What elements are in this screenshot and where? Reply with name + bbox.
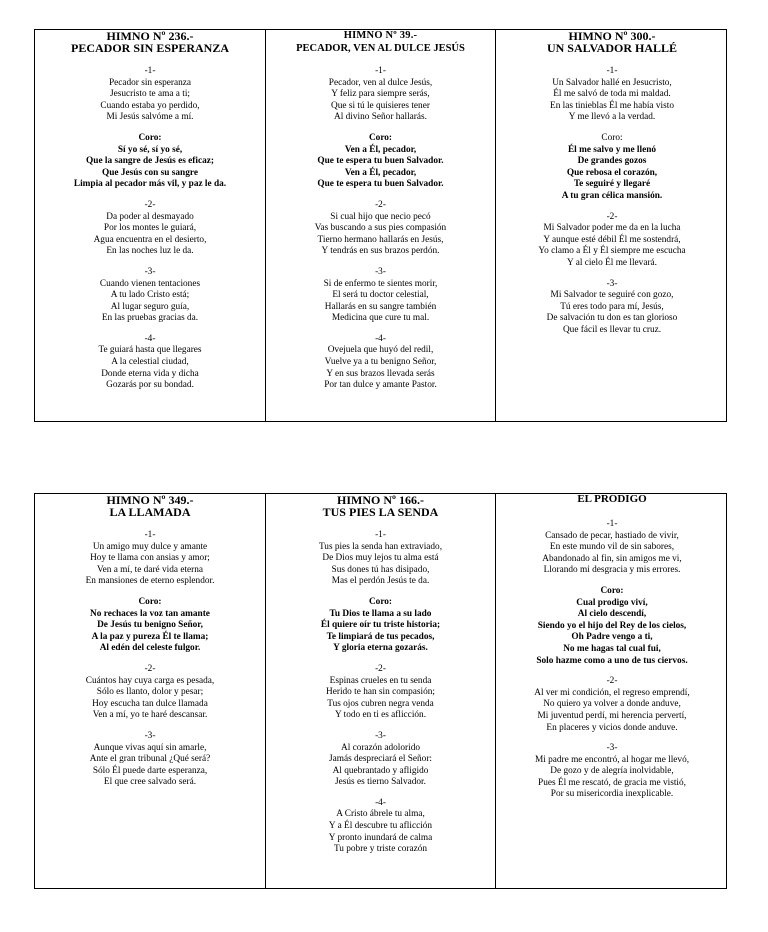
verse-line: Un amigo muy dulce y amante: [92, 541, 208, 552]
stanza-number: -2-: [606, 211, 618, 222]
verse-line: No quiero ya volver a donde anduve,: [543, 699, 681, 710]
verse-line: En las pruebas gracias da.: [101, 313, 199, 324]
verse-line: Mas el perdón Jesús te da.: [331, 576, 430, 587]
stanza-number: -1-: [606, 66, 618, 76]
chorus-label: Coro:: [600, 585, 624, 596]
hymn-number: HIMNO Nº 349.-: [106, 494, 194, 507]
stanza-number: -3-: [606, 743, 618, 754]
chorus: [499, 133, 725, 203]
verse-line: Cual prodigo viví,: [576, 597, 648, 608]
verse-line: Hoy te llama con ansias y amor;: [90, 553, 210, 564]
stanza: [499, 519, 725, 577]
stanza-number: -2-: [375, 199, 386, 210]
stanza: [38, 664, 262, 722]
stanza: [269, 267, 492, 325]
verse-line: Y aunque esté débil Él me sostendrá,: [543, 234, 681, 245]
verse-line: Te limpiará de tus pecados,: [326, 631, 435, 642]
stanza: [269, 798, 492, 856]
hymn-number: HIMNO Nº 166.-: [337, 494, 424, 507]
verse-line: A tu gran célica mansión.: [561, 190, 663, 201]
hymn-title: TUS PIES LA SENDA: [322, 505, 439, 519]
chorus-label: Coro:: [138, 132, 162, 143]
verse-line: Que rebosa el corazón,: [566, 167, 658, 178]
chorus-label: Coro:: [601, 132, 623, 143]
hymn-card: [496, 494, 728, 888]
stanza-number: -1-: [144, 530, 156, 540]
verse-line: El que cree salvado será.: [103, 777, 197, 788]
stanza: [269, 731, 492, 789]
chorus: [499, 586, 725, 667]
verse-line: Que te espera tu buen Salvador.: [317, 179, 444, 190]
verse-line: Tus pies la senda han extraviado,: [318, 541, 443, 552]
stanza: [38, 66, 262, 124]
verse-line: A la celestial ciudad,: [111, 357, 189, 368]
stanza-number: -3-: [375, 730, 386, 741]
chorus: [269, 133, 492, 191]
verse-line: Llorando mi desgracia y mis errores.: [543, 565, 681, 576]
verse-line: Y feliz para siempre serás,: [331, 89, 430, 100]
verse-line: Hoy escucha tan dulce llamada: [92, 698, 208, 709]
verse-line: Limpia al pecador más vil, y paz le da.: [73, 179, 227, 190]
stanza-number: -3-: [144, 266, 156, 277]
stanza-number: -3-: [606, 278, 618, 289]
verse-line: Que Jesús con su sangre: [102, 167, 198, 178]
stanza: [499, 66, 725, 124]
verse-line: Tú eres todo para mí, Jesús,: [560, 301, 664, 312]
verse-line: Cansado de pecar, hastiado de vivir,: [545, 530, 679, 541]
hymn-card: [496, 30, 728, 421]
verse-line: A Cristo ábrele tu alma,: [336, 809, 425, 820]
verse-line: Pecador sin esperanza: [108, 77, 192, 88]
verse-line: Siendo yo el hijo del Rey de los cielos,: [537, 620, 687, 631]
verse-line: Y al cielo Él me llevará.: [567, 257, 657, 268]
verse-line: Medicina que cure tu mal.: [331, 313, 430, 324]
verse-line: Y todo en ti es aflicción.: [334, 710, 427, 721]
verse-line: Al edén del celeste fulgor.: [99, 643, 201, 654]
verse-line: Y a Él descubre tu aflicción: [328, 821, 433, 832]
verse-line: Si de enfermo te sientes morir,: [323, 278, 438, 289]
verse-line: Que la sangre de Jesús es eficaz;: [86, 156, 214, 167]
hymn-row-top: [34, 29, 727, 422]
verse-line: Oh Padre vengo a ti,: [571, 632, 653, 643]
verse-line: Donde eterna vida y dicha: [101, 368, 199, 379]
verse-line: Mi Jesús salvóme a mí.: [106, 112, 194, 123]
verse-line: No rechaces la voz tan amante: [90, 608, 210, 619]
stanza-number: -4-: [375, 333, 386, 344]
verse-line: Cuando vienen tentaciones: [99, 278, 201, 289]
verse-line: Sí yo sé, sí yo sé,: [117, 144, 183, 155]
verse-line: En mansiones de eterno esplendor.: [85, 576, 215, 587]
verse-line: Que te espera tu buen Salvador.: [317, 156, 444, 167]
verse-line: En las noches luz le da.: [106, 246, 194, 257]
verse-line: Ven a Él, pecador,: [344, 144, 417, 155]
verse-line: Ante el gran tribunal ¿Qué será?: [89, 754, 211, 765]
verse-line: A tu lado Cristo está;: [110, 290, 190, 301]
hymn-title: EL PRÓDIGO: [577, 494, 647, 505]
verse-line: Por los montes le guiará,: [103, 223, 197, 234]
verse-line: Y pronto inundará de calma: [328, 832, 433, 843]
verse-line: Abandonado al fin, sin amigos me vi,: [542, 553, 682, 564]
verse-line: Espinas crueles en tu senda: [329, 675, 432, 686]
hymn-title: PECADOR SIN ESPERANZA: [70, 41, 230, 55]
hymn-number: HIMNO Nº 39.-: [343, 30, 418, 41]
verse-line: Tierno hermano hallarás en Jesús,: [317, 234, 444, 245]
stanza: [499, 279, 725, 337]
stanza-number: -1-: [375, 530, 386, 540]
stanza: [269, 664, 492, 722]
hymn-card: [266, 30, 496, 421]
verse-line: Te guiará hasta que llegares: [98, 345, 202, 356]
verse-line: Él quiere oír tu triste historia;: [320, 620, 441, 631]
stanza: [499, 212, 725, 270]
hymn-title: UN SALVADOR HALLÉ: [546, 41, 678, 55]
verse-line: Ovejuela que huyó del redil,: [327, 345, 434, 356]
hymn-row-bottom: [34, 493, 727, 889]
verse-line: Mi Salvador poder me da en la lucha: [543, 223, 681, 234]
verse-line: Al corazón adolorido: [341, 742, 420, 753]
verse-line: Y gloria eterna gozarás.: [333, 643, 428, 654]
verse-line: Jesucristo te ama a ti;: [109, 89, 191, 100]
stanza-number: -2-: [606, 676, 618, 687]
stanza: [269, 530, 492, 588]
verse-line: Que si tú le quisieres tener: [331, 100, 430, 111]
verse-line: Y tendrás en sus brazos perdón.: [321, 246, 440, 257]
verse-line: Mi padre me encontró, al hogar me llevó,: [534, 754, 690, 765]
verse-line: Aunque vivas aquí sin amarle,: [93, 742, 207, 753]
verse-line: Jesús es tierno Salvador.: [335, 777, 426, 788]
verse-line: Da poder al desmayado: [106, 211, 194, 222]
verse-line: Un Salvador hallé en Jesucristo,: [552, 77, 672, 88]
stanza: [38, 731, 262, 789]
verse-line: Te seguiré y llegaré: [573, 179, 651, 190]
verse-line: De grandes gozos: [577, 156, 647, 167]
verse-line: En este mundo vil de sin sabores,: [549, 542, 675, 553]
stanza-number: -3-: [375, 266, 386, 277]
verse-line: Y en sus brazos llevada serás: [326, 368, 435, 379]
verse-line: Al quebrantado y afligido: [332, 765, 429, 776]
verse-line: En placeres y vicios donde anduve.: [546, 722, 678, 733]
verse-line: Tu Dios te llama a su lado: [329, 608, 432, 619]
stanza: [499, 676, 725, 734]
stanza-number: -2-: [375, 663, 386, 674]
chorus-label: Coro:: [368, 132, 393, 143]
stanza: [269, 334, 492, 392]
verse-line: Herido te han sin compasión;: [326, 687, 435, 698]
verse-line: Yo clamo a Él y Él siempre me escucha: [538, 246, 686, 257]
verse-line: Mi juventud perdí, mi herencia pervertí,: [537, 710, 687, 721]
verse-line: Pecador, ven al dulce Jesús,: [328, 77, 433, 88]
verse-line: Tus ojos cubren negra venda: [327, 698, 434, 709]
hymn-card: [35, 30, 266, 421]
stanza-number: -1-: [144, 66, 156, 76]
stanza: [38, 530, 262, 588]
verse-line: Si cual hijo que necio pecó: [330, 211, 431, 222]
chorus: [269, 597, 492, 655]
stanza: [38, 334, 262, 392]
stanza-number: -1-: [606, 519, 618, 529]
stanza-number: -2-: [144, 663, 156, 674]
stanza: [499, 743, 725, 801]
verse-line: Cuando estaba yo perdido,: [100, 100, 200, 111]
verse-line: Él me salvo y me llenó: [567, 144, 657, 155]
verse-line: A la paz y pureza Él te llama;: [91, 631, 209, 642]
verse-line: Agua encuentra en el desierto,: [93, 234, 207, 245]
verse-line: Y me llevó a la verdad.: [568, 112, 656, 123]
verse-line: Él me salvó de toda mi maldad.: [553, 89, 671, 100]
stanza: [38, 200, 262, 258]
hymn-card: [35, 494, 266, 888]
verse-line: De salvación tu don es tan glorioso: [546, 313, 678, 324]
verse-line: Pues Él me rescató, de gracia me vistió,: [538, 777, 686, 788]
verse-line: De gozo y de alegría inolvidable,: [550, 766, 674, 777]
verse-line: Ven a Él, pecador,: [344, 167, 417, 178]
verse-line: Vuelve ya a tu benigno Señor,: [324, 357, 437, 368]
stanza: [38, 267, 262, 325]
hymn-number: HIMNO Nº 300.-: [568, 30, 656, 43]
verse-line: Por su misericordia inexplicable.: [550, 789, 674, 800]
verse-line: Vas buscando a sus pies compasión: [314, 223, 447, 234]
verse-line: Sólo es llanto, dolor y pesar;: [96, 687, 204, 698]
verse-line: Por tan dulce y amante Pastor.: [324, 380, 437, 391]
verse-line: Ven a mí, yo te haré descansar.: [92, 710, 208, 721]
chorus-label: Coro:: [138, 596, 162, 607]
verse-line: El será tu doctor celestial,: [332, 290, 429, 301]
verse-line: Ven a mí, te daré vida eterna: [96, 564, 204, 575]
verse-line: Que fácil es llevar tu cruz.: [562, 324, 662, 335]
verse-line: Jamás despreciará el Señor:: [329, 754, 432, 765]
stanza-number: -4-: [375, 797, 386, 808]
verse-line: Cuántos hay cuya carga es pesada,: [85, 675, 215, 686]
verse-line: Al cielo descendí,: [577, 609, 647, 620]
verse-line: Al lugar seguro guía,: [110, 301, 190, 312]
chorus: [38, 133, 262, 191]
verse-line: De Jesús tu benigno Señor,: [97, 620, 203, 631]
verse-line: Gozarás por su bondad.: [106, 380, 194, 391]
verse-line: En las tinieblas Él me había visto: [550, 100, 674, 111]
stanza-number: -3-: [144, 730, 156, 741]
hymn-title: LA LLAMADA: [109, 505, 191, 519]
verse-line: No me hagas tal cual fui,: [563, 643, 661, 654]
verse-line: Hallarás en su sangre también: [324, 301, 437, 312]
stanza: [269, 66, 492, 124]
stanza-number: -2-: [144, 199, 156, 210]
hymn-title: PECADOR, VEN AL DULCE JESÚS: [296, 43, 465, 54]
stanza: [269, 200, 492, 258]
verse-line: Mi Salvador te seguiré con gozo,: [550, 290, 674, 301]
verse-line: Sus dones tú has disipado,: [331, 564, 430, 575]
verse-line: De Dios muy lejos tu alma está: [322, 553, 439, 564]
hymn-card: [266, 494, 496, 888]
chorus-label: Coro:: [368, 596, 393, 607]
verse-line: Al divino Señor hallarás.: [334, 112, 427, 123]
verse-line: Al ver mi condición, el regreso emprendí,: [534, 687, 690, 698]
stanza-number: -4-: [144, 333, 156, 344]
stanza-number: -1-: [375, 66, 386, 76]
verse-line: Solo hazme como a uno de tus ciervos.: [536, 655, 688, 666]
hymn-number: HIMNO Nº 236.-: [106, 30, 194, 43]
verse-line: Sólo Él puede darte esperanza,: [92, 765, 208, 776]
chorus: [38, 597, 262, 655]
verse-line: Tu pobre y triste corazón: [333, 844, 428, 855]
